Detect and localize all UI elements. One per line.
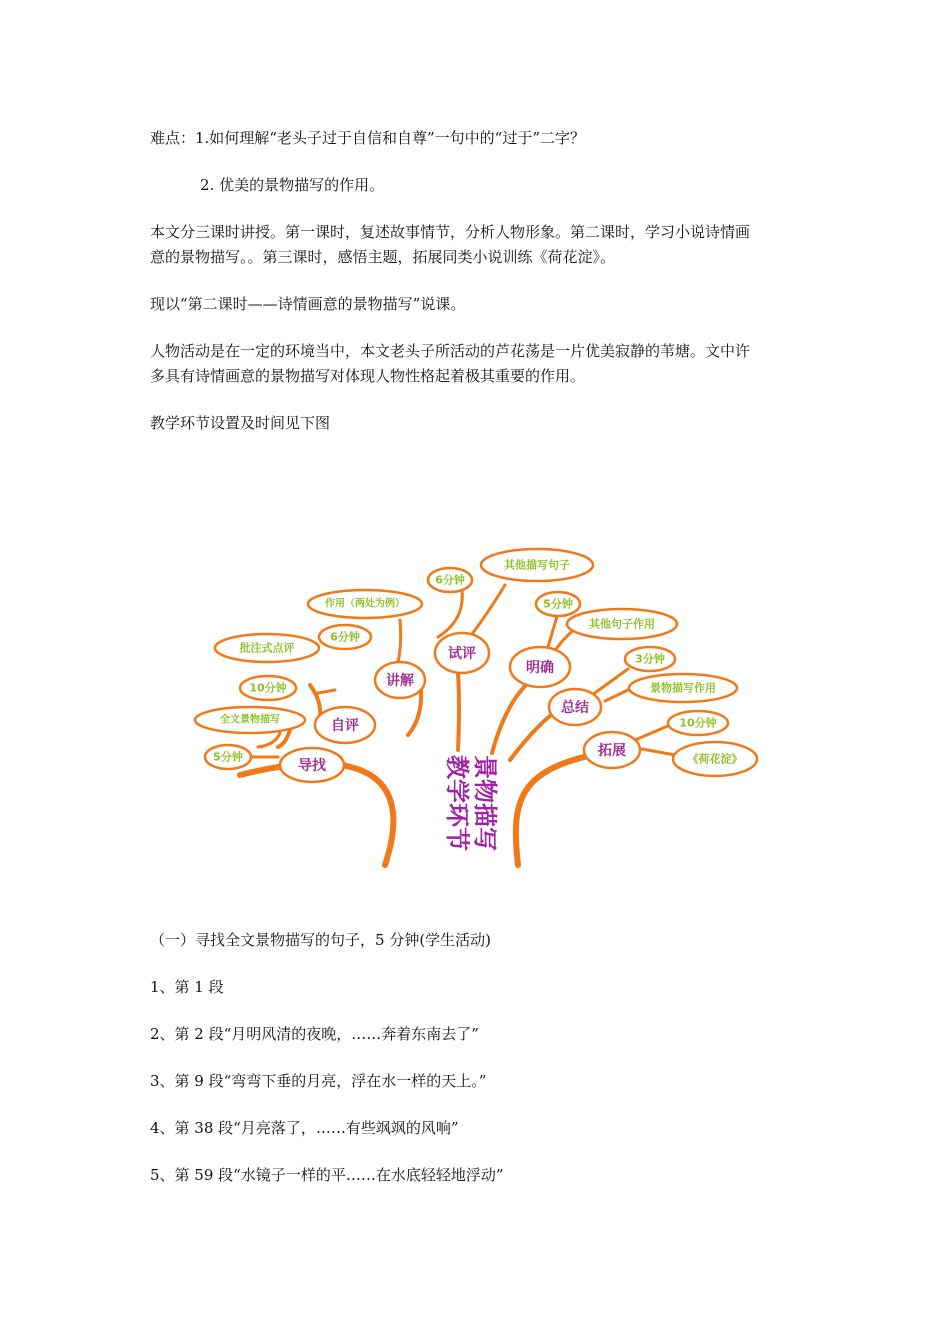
label-jiangjie-detail: 作用（两处为例） (325, 598, 405, 610)
step-item-1: 1、第 1 段 (150, 978, 224, 996)
label-jiangjie-time: 6分钟 (330, 630, 360, 644)
step-item-2: 2、第 2 段“月明风清的夜晚，……奔着东南去了” (150, 1025, 479, 1043)
branch-xunzhao-detail (258, 733, 280, 747)
branch-mingque-time (548, 613, 558, 647)
lessons-paragraph-line-1: 本文分三课时讲授。第一课时，复述故事情节，分析人物形象。第二课时，学习小说诗情画 (150, 223, 751, 241)
branch-shiping (458, 673, 459, 750)
step-1-heading: （一）寻找全文景物描写的句子，5 分钟(学生活动) (150, 931, 492, 949)
label-shiping: 试评 (448, 646, 476, 662)
trunk-title (443, 755, 499, 851)
branch-shiping-detail (470, 585, 505, 637)
activity-paragraph-line-1: 人物活动是在一定的环境当中，本文老头子所活动的芦花荡是一片优美寂静的苇塘。文中许 (150, 342, 751, 360)
label-tuozhan-time: 10分钟 (679, 716, 717, 730)
label-zongjie-time: 3分钟 (635, 652, 665, 666)
difficulty-point-2: 2. 优美的景物描写的作用。 (200, 176, 385, 194)
label-mingque-time: 5分钟 (543, 597, 573, 611)
label-ziping-detail: 批注式点评 (239, 641, 295, 655)
teaching-tree-diagram (180, 535, 780, 880)
label-shiping-detail: 其他描写句子 (504, 558, 570, 572)
trunk-title-line-1: 景物描写 (471, 755, 499, 851)
branch-ziping-time (318, 690, 335, 693)
label-ziping-time: 10分钟 (249, 681, 287, 695)
branch-tuozhan-detail (642, 749, 675, 755)
label-zongjie: 总结 (561, 700, 589, 716)
label-shiping-time: 6分钟 (435, 573, 465, 587)
label-xunzhao: 导找 (298, 758, 326, 774)
branch-tuozhan-time (635, 725, 670, 740)
label-mingque-detail: 其他句子作用 (589, 617, 655, 631)
label-tuozhan-detail: 《荷花淀》 (687, 752, 743, 766)
step-item-4: 4、第 38 段“月亮落了，……有些飒飒的风响” (150, 1119, 459, 1137)
step-item-3: 3、第 9 段“弯弯下垂的月亮，浮在水一样的天上。” (150, 1072, 487, 1090)
label-tuozhan: 拓展 (598, 743, 626, 759)
branch-shiping-time (438, 590, 462, 637)
trunk-title-line-2: 教学环节 (443, 755, 471, 851)
label-xunzhao-detail: 全文景物描写 (220, 714, 280, 726)
lessons-paragraph-line-2: 意的景物描写。。第三课时，感悟主题，拓展同类小说训练《荷花淀》。 (150, 248, 616, 266)
label-mingque: 明确 (526, 660, 554, 676)
label-xunzhao-time: 5分钟 (213, 750, 243, 764)
present-paragraph: 现以“第二课时——诗情画意的景物描写”说课。 (150, 295, 466, 313)
diagram-intro: 教学环节设置及时间见下图 (150, 414, 331, 432)
activity-paragraph-line-2: 多具有诗情画意的景物描写对体现人物性格起着极其重要的作用。 (150, 367, 586, 385)
branch-zongjie-detail (605, 689, 630, 701)
label-zongjie-detail: 景物描写作用 (650, 681, 716, 695)
label-jiangjie: 讲解 (386, 673, 414, 689)
difficulty-point-1: 难点：1.如何理解“老头子过于自信和自尊”一句中的“过于”二字？ (150, 129, 585, 147)
branch-jiangjie-detail (398, 620, 401, 662)
step-item-5: 5、第 59 段“水镜子一样的平……在水底轻轻地浮动” (150, 1166, 504, 1184)
label-ziping: 自评 (331, 718, 359, 734)
